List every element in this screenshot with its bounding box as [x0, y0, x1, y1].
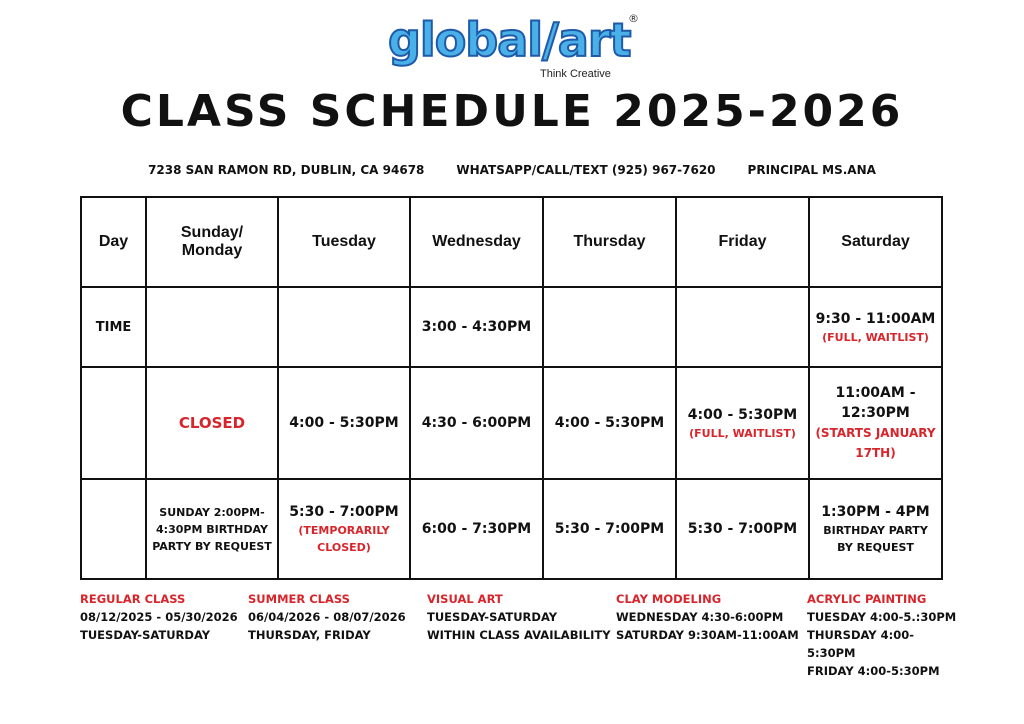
- cell-empty: [543, 287, 676, 367]
- cell-friday: 4:00 - 5:30PM (FULL, WAITLIST): [676, 367, 809, 479]
- note-acrylic-painting: ACRYLIC PAINTING TUESDAY 4:00-5.:30PM THURSDAY 4:00-5:30PM FRIDAY 4:00-5:30PM: [807, 592, 957, 678]
- header-thursday: Thursday: [543, 197, 676, 287]
- note-regular-class: REGULAR CLASS 08/12/2025 - 05/30/2026 TUESDAY-SATURDAY: [80, 592, 238, 642]
- waitlist-note: (FULL, WAITLIST): [689, 426, 796, 440]
- class-notes: [80, 590, 960, 678]
- globalart-logo: [388, 12, 648, 84]
- closed-note: (TEMPORARILY CLOSED): [298, 524, 390, 554]
- note-clay-modeling: CLAY MODELING WEDNESDAY 4:30-6:00PM SATURDAY 9:30AM-11:00AM: [616, 592, 799, 642]
- cell-sunday-monday: [146, 479, 278, 579]
- cell-thursday: 4:00 - 5:30PM: [543, 367, 676, 479]
- registered-mark: ®: [628, 12, 639, 25]
- cell-tuesday: 4:00 - 5:30PM: [278, 367, 410, 479]
- cell-wednesday: 3:00 - 4:30PM: [410, 287, 543, 367]
- contact-info: [0, 163, 1024, 177]
- table-row: [81, 367, 942, 479]
- table-row: [81, 287, 942, 367]
- start-note: (STARTS JANUARY 17TH): [815, 426, 936, 460]
- header-sunday-monday: Sunday/ Monday: [146, 197, 278, 287]
- cell-friday: 5:30 - 7:00PM: [676, 479, 809, 579]
- cell-tuesday: 5:30 - 7:00PM (TEMPORARILY CLOSED): [278, 479, 410, 579]
- cell-empty: [676, 287, 809, 367]
- birthday-party-note: SUNDAY 2:00PM-4:30PM BIRTHDAY PARTY BY REQUEST: [152, 505, 272, 553]
- logo-tagline: Think Creative: [540, 68, 611, 80]
- note-summer-class: SUMMER CLASS 06/04/2026 - 08/07/2026 THURSDAY, FRIDAY: [248, 592, 406, 642]
- note-visual-art: VISUAL ART TUESDAY-SATURDAY WITHIN CLASS AVAILABILITY: [427, 592, 611, 642]
- closed-label: CLOSED: [178, 414, 246, 432]
- row-label-time: TIME: [81, 287, 146, 367]
- phone-contact: WHATSAPP/CALL/TEXT (925) 967-7620: [456, 163, 716, 177]
- header-tuesday: Tuesday: [278, 197, 410, 287]
- page-title: CLASS SCHEDULE 2025-2026: [120, 86, 904, 137]
- waitlist-note: (FULL, WAITLIST): [822, 330, 929, 344]
- cell-wednesday: 4:30 - 6:00PM: [410, 367, 543, 479]
- cell-empty: [81, 479, 146, 579]
- logo-wordmark: global/art: [388, 13, 631, 67]
- cell-empty: [146, 287, 278, 367]
- cell-saturday: 1:30PM - 4PM BIRTHDAY PARTY BY REQUEST: [809, 479, 942, 579]
- address: 7238 SAN RAMON RD, DUBLIN, CA 94678: [148, 163, 425, 177]
- cell-empty: [81, 367, 146, 479]
- header-saturday: Saturday: [809, 197, 942, 287]
- cell-saturday: 11:00AM - 12:30PM (STARTS JANUARY 17TH): [809, 367, 942, 479]
- cell-thursday: 5:30 - 7:00PM: [543, 479, 676, 579]
- cell-saturday: 9:30 - 11:00AM (FULL, WAITLIST): [809, 287, 942, 367]
- header-row: [81, 197, 942, 287]
- birthday-party-note: BIRTHDAY PARTY BY REQUEST: [823, 524, 928, 554]
- header-day: Day: [81, 197, 146, 287]
- cell-wednesday: 6:00 - 7:30PM: [410, 479, 543, 579]
- cell-empty: [278, 287, 410, 367]
- schedule-table: [80, 196, 943, 580]
- header-friday: Friday: [676, 197, 809, 287]
- cell-sunday-monday: [146, 367, 278, 479]
- table-row: [81, 479, 942, 579]
- header-wednesday: Wednesday: [410, 197, 543, 287]
- principal: PRINCIPAL MS.ANA: [747, 163, 876, 177]
